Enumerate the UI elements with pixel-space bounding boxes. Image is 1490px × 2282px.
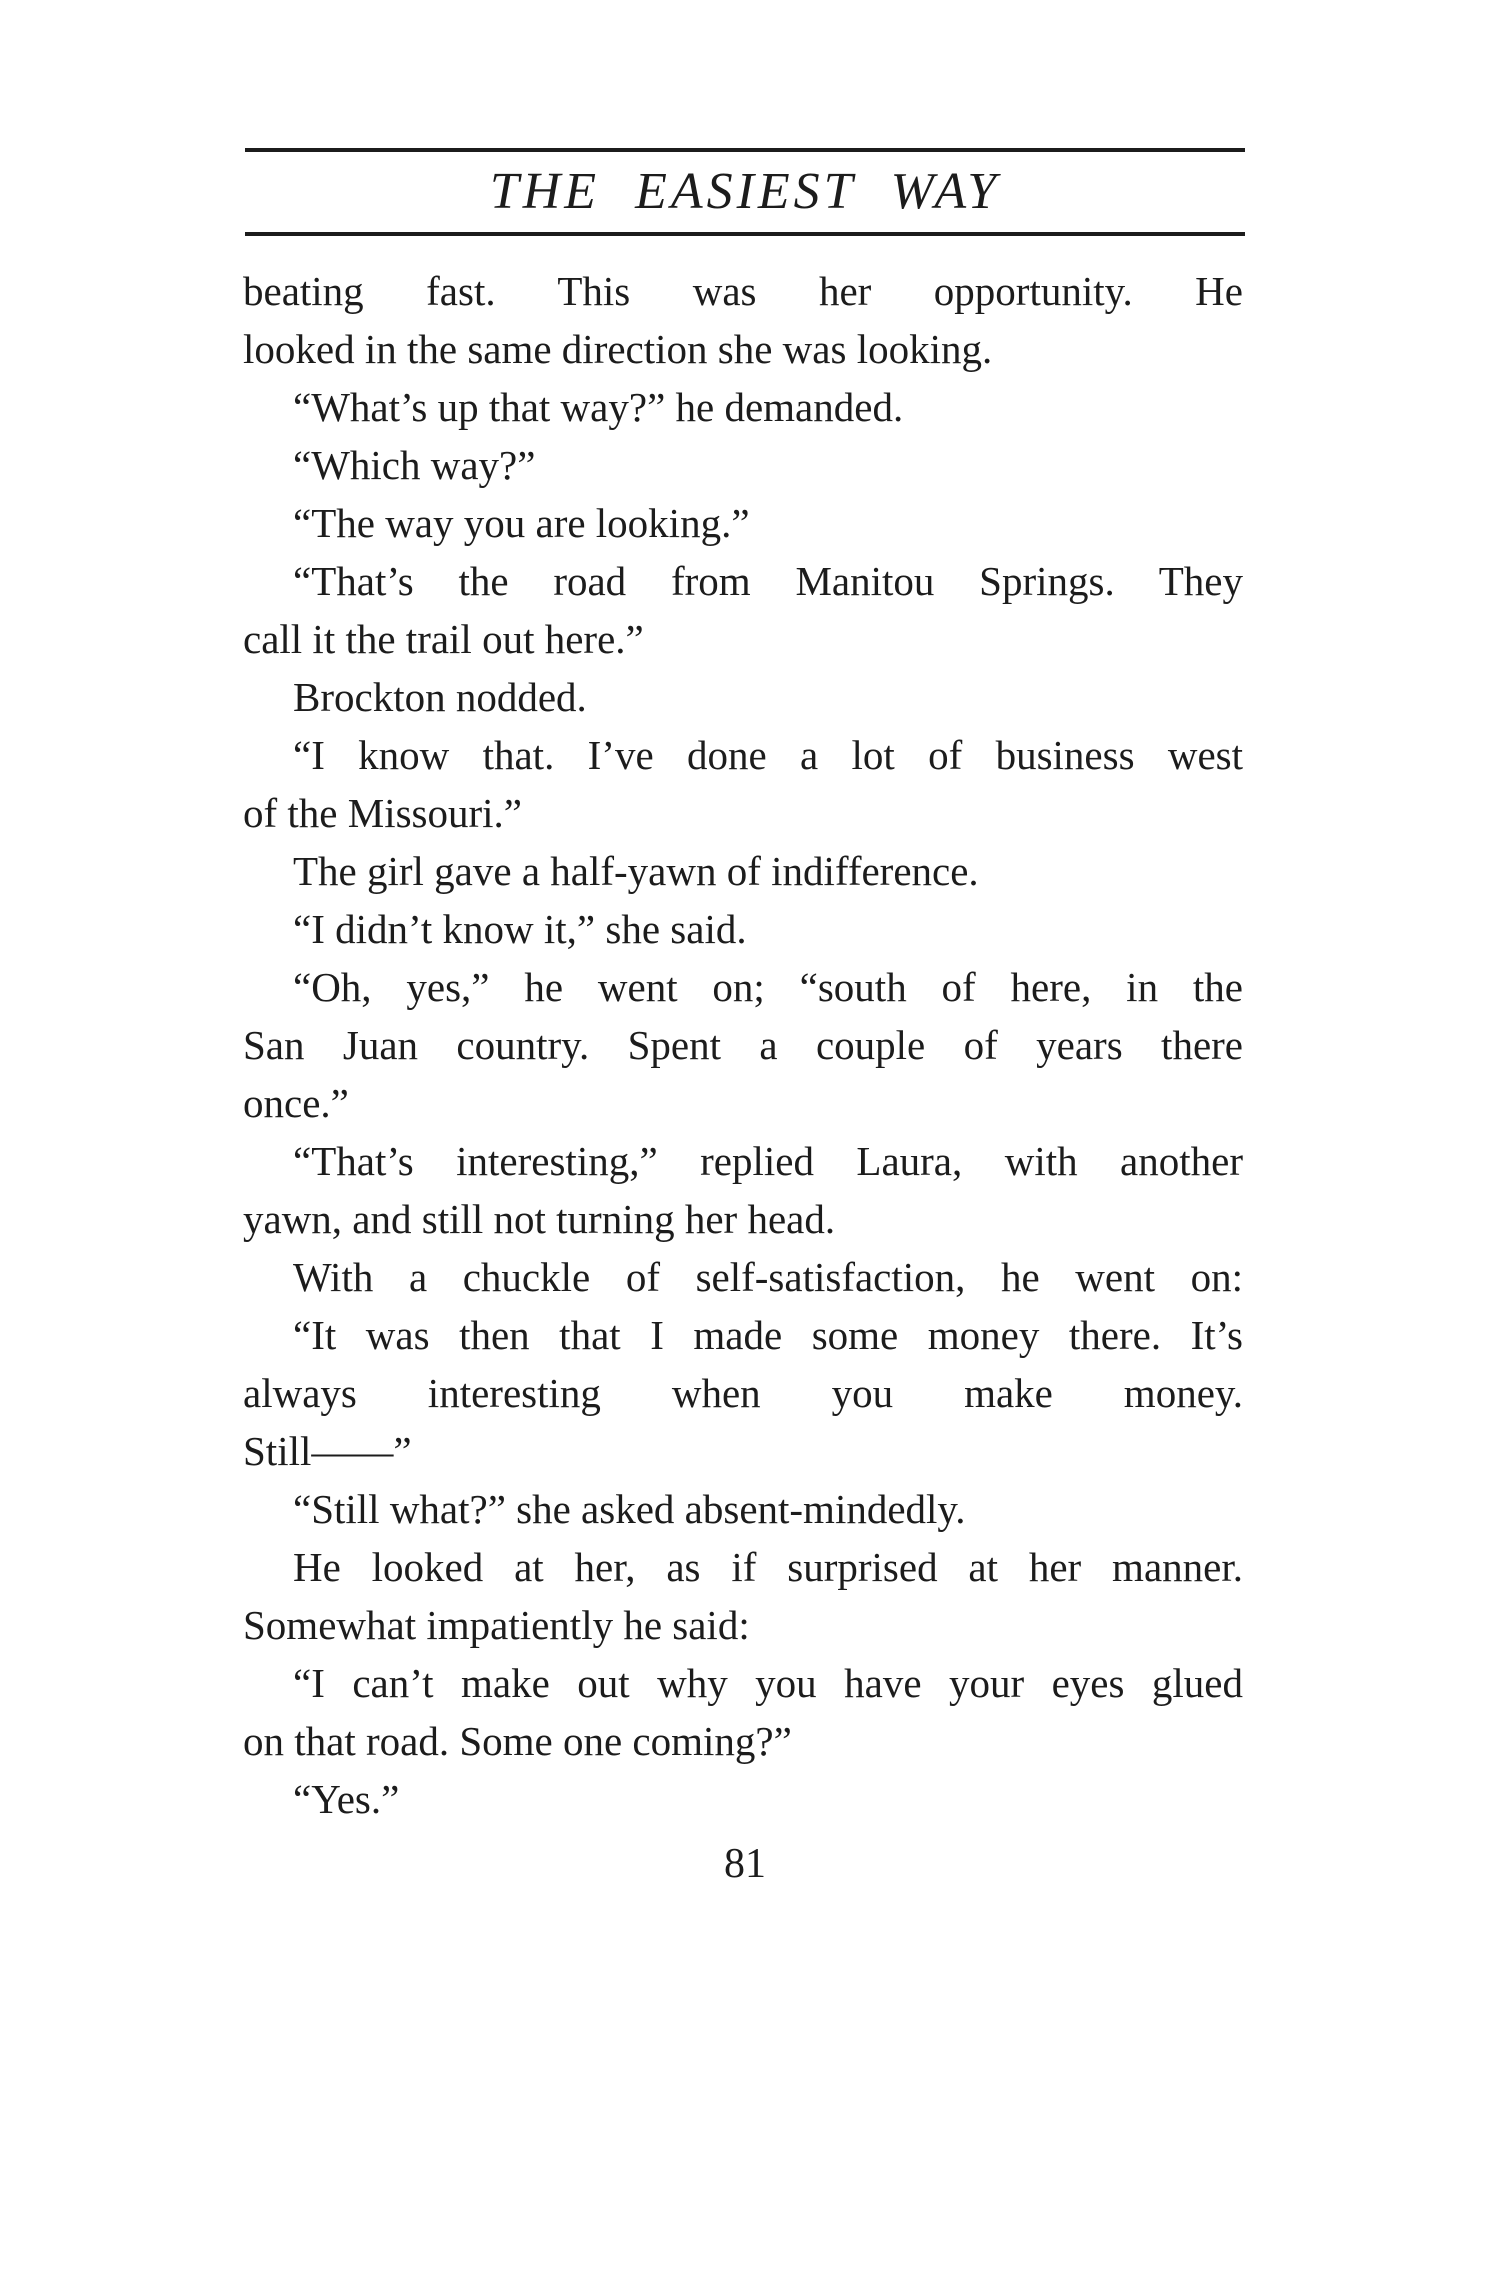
text-line: He looked at her, as if surprised at her manner.	[293, 1544, 1243, 1590]
text-line: once.”	[243, 1080, 349, 1126]
body-text	[243, 262, 1243, 1828]
text-line: “What’s up that way?” he demanded.	[293, 384, 904, 430]
text-line: looked in the same direction she was looking.	[243, 326, 993, 372]
text-line: “Still what?” she asked absent-mindedly.	[293, 1486, 966, 1532]
text-line: “It was then that I made some money there. It’s	[293, 1312, 1243, 1358]
text-line: With a chuckle of self-satisfaction, he went on:	[293, 1254, 1243, 1300]
text-line: of the Missouri.”	[243, 790, 522, 836]
text-line: “The way you are looking.”	[293, 500, 750, 546]
text-line: “That’s interesting,” replied Laura, with another	[293, 1138, 1243, 1184]
text-line: “Which way?”	[293, 442, 536, 488]
text-line: call it the trail out here.”	[243, 616, 644, 662]
header-rule-bottom	[245, 232, 1245, 236]
text-line: beating fast. This was her opportunity. He	[243, 268, 1243, 314]
text-line: “Yes.”	[293, 1776, 400, 1822]
text-line: “That’s the road from Manitou Springs. They	[293, 558, 1243, 604]
text-line: The girl gave a half-yawn of indifference.	[293, 848, 979, 894]
text-line: yawn, and still not turning her head.	[243, 1196, 836, 1242]
text-line: on that road. Some one coming?”	[243, 1718, 792, 1764]
text-line: “I didn’t know it,” she said.	[293, 906, 747, 952]
text-line: “I can’t make out why you have your eyes glued	[293, 1660, 1243, 1706]
running-head-title: THE EASIEST WAY	[489, 163, 1001, 220]
text-line: “Oh, yes,” he went on; “south of here, in the	[293, 964, 1243, 1010]
text-line: San Juan country. Spent a couple of years there	[243, 1022, 1243, 1068]
text-line: “I know that. I’ve done a lot of business west	[293, 732, 1243, 778]
page-number: 81	[724, 1841, 766, 1887]
text-line: Still——”	[243, 1428, 412, 1474]
header-rule-top	[245, 148, 1245, 152]
text-line: always interesting when you make money.	[243, 1370, 1243, 1416]
text-line: Somewhat impatiently he said:	[243, 1602, 750, 1648]
text-line: Brockton nodded.	[293, 674, 587, 720]
